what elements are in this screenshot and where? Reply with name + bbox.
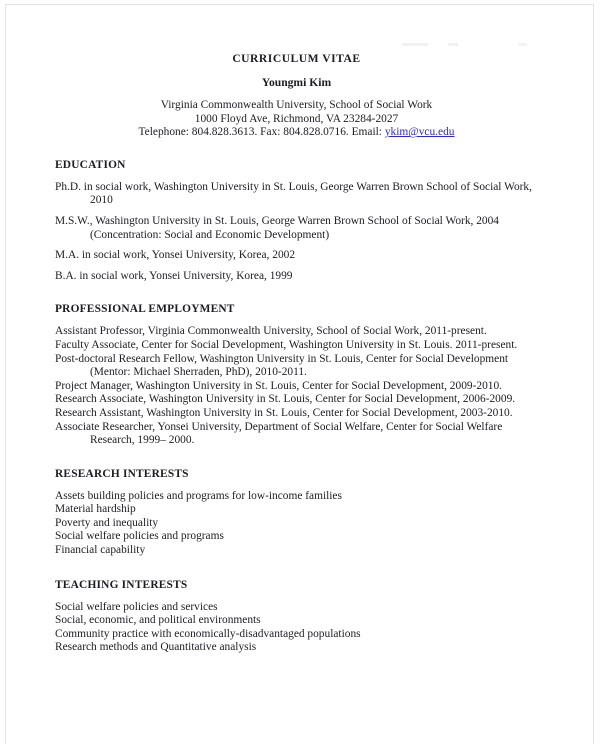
section-professional-employment [55,302,538,447]
teaching-interest-item: Community practice with economically-disadvantaged populations [55,627,361,640]
research-interest-item: Material hardship [55,503,136,516]
employment-entry: Project Manager, Washington University in St. Louis, Center for Social Development, 2009-2010. [55,379,503,392]
research-interest-item: Social welfare policies and programs [55,530,224,543]
email-link[interactable]: ykim@vcu.edu [384,126,455,139]
employment-entry: Research Assistant, Washington University in St. Louis, Center for Social Development, 2003-2010. [55,406,513,419]
employment-entry: Faculty Associate, Center for Social Development, Washington University in St. Louis. 2011-present. [55,338,518,351]
employment-entry: Associate Researcher, Yonsei University, Department of Social Welfare, Center for Social Welfare Research, 1999– 2000. [55,420,503,447]
section-heading-research-interests: RESEARCH INTERESTS [55,467,189,480]
section-education [55,158,538,284]
employment-entry: Research Associate, Washington University in St. Louis, Center for Social Development, 2006-2009. [55,393,516,406]
teaching-interest-list [55,601,538,655]
research-interest-list [55,490,538,558]
teaching-interest-item: Social, economic, and political environments [55,614,261,627]
section-heading-employment: PROFESSIONAL EMPLOYMENT [55,303,235,316]
education-entry: Ph.D. in social work, Washington University in St. Louis, George Warren Brown School of Social Work, 2010 [55,180,532,207]
person-name: Youngmi Kim [261,76,332,89]
contact-block [55,99,538,140]
education-entry: M.A. in social work, Yonsei University, Korea, 2002 [55,249,296,262]
affiliation-line: Virginia Commonwealth University, School of Social Work [160,99,433,111]
teaching-interest-item: Research methods and Quantitative analysis [55,641,257,654]
section-heading-education: EDUCATION [55,158,126,171]
education-entry: B.A. in social work, Yonsei University, Korea, 1999 [55,269,293,282]
research-interest-item: Financial capability [55,544,146,557]
section-research-interests [55,467,538,558]
section-heading-teaching-interests: TEACHING INTERESTS [55,578,188,591]
page-title: CURRICULUM VITAE [232,52,361,65]
phone-fax-text: Telephone: 804.828.3613. Fax: 804.828.0716. Email: [138,126,385,139]
education-entry: M.S.W., Washington University in St. Louis, George Warren Brown School of Social Work, 2004 (Concentration: Social and Economic Development) [55,214,499,241]
teaching-interest-item: Social welfare policies and services [55,600,218,613]
section-teaching-interests [55,578,538,655]
research-interest-item: Poverty and inequality [55,516,159,529]
contact-line [55,126,538,140]
employment-entry-list [55,325,538,447]
address-line: 1000 Floyd Ave, Richmond, VA 23284-2027 [194,112,399,125]
employment-entry: Assistant Professor, Virginia Commonwealth University, School of Social Work, 2011-present. [55,325,487,338]
research-interest-item: Assets building policies and programs for low-income families [55,489,342,502]
employment-entry: Post-doctoral Research Fellow, Washington University in St. Louis, Center for Social Development (Mentor: Michael Sherraden, PhD), 2010-2011. [55,352,509,379]
education-entry-list [55,181,538,284]
